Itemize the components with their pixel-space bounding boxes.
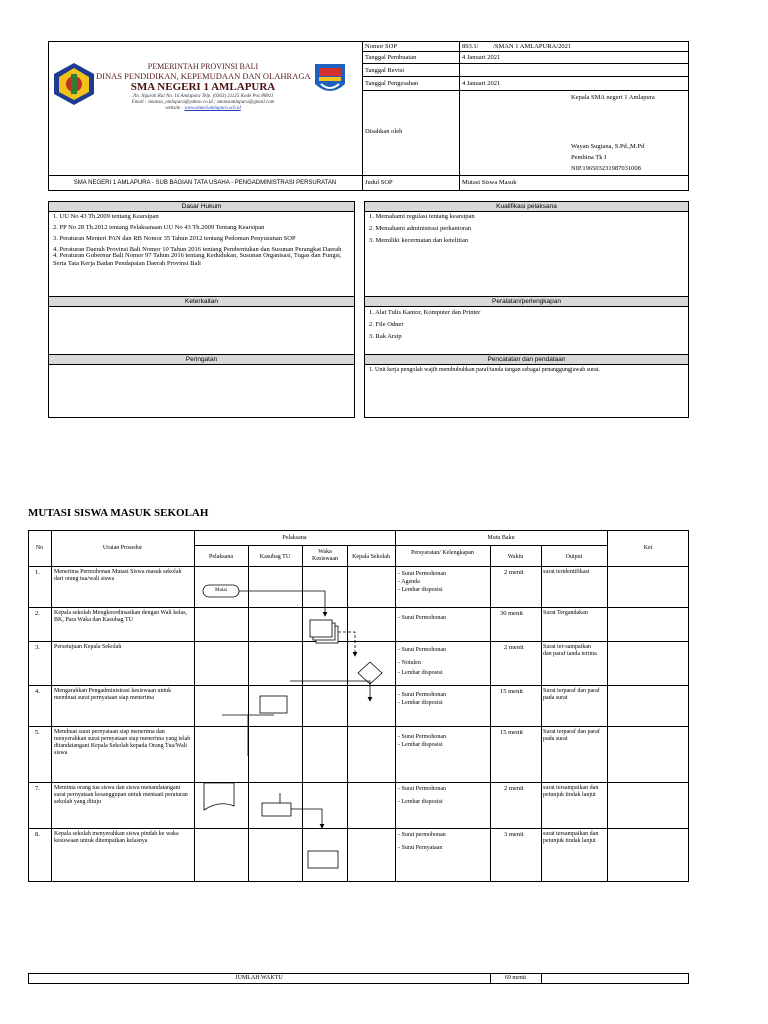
row-waktu: 15 menit xyxy=(500,729,523,736)
col-persyaratan: Persyaratan/ Kelengkapan xyxy=(411,550,474,556)
section-title: MUTASI SISWA MASUK SEKOLAH xyxy=(28,507,209,519)
col-kasubag: Kasubag TU xyxy=(259,554,291,560)
flowchart xyxy=(194,566,395,882)
nomor-sop-value: 893.1/ /SMAN 1 AMLAPURA/2021 xyxy=(462,43,572,50)
kualifikasi-item: 2. Memahami administrasi perkantoran xyxy=(369,225,472,232)
flow-connector xyxy=(291,809,322,828)
kualifikasi-item: 3. Memiliki kecermatan dan ketelitian xyxy=(369,237,469,244)
row-syarat-list: - Surat Permohonan - Lembar disposisi xyxy=(398,692,446,706)
row-no: 8. xyxy=(35,831,40,838)
flow-connector xyxy=(290,681,370,701)
process-box xyxy=(260,696,287,713)
dasar-hukum-list xyxy=(53,213,351,268)
school-address: Jln. Ngurah Rai No. 16 Amlapura Telp. (0363) 21125 Kode Pos 80811 xyxy=(132,94,274,99)
row-no: 4. xyxy=(35,688,40,695)
row-uraian: Kepala sekolah menyerahkan siswa pindah ke waka kesiswaan untuk ditempatkan kelasnya xyxy=(54,831,179,844)
syarat-item: Surat Pernyataan xyxy=(401,845,443,851)
syarat-item: Surat Permohonan xyxy=(401,692,446,698)
kepala-rank: Pembina Tk I xyxy=(571,154,607,161)
syarat-item: Surat permohonan xyxy=(401,832,446,838)
row-output: Surat terparaf dan paraf pada surat xyxy=(543,688,600,701)
peringatan-title: Peringatan xyxy=(48,354,355,365)
row-waktu: 2 menit xyxy=(504,785,524,792)
syarat-item: Notulen xyxy=(401,660,421,666)
keterkaitan-title: Keterkaitan xyxy=(48,296,355,307)
row-output: surat tersampaikan dan petunjuk tindak lanjut xyxy=(543,785,599,798)
row-output: Surat terparaf dan paraf pada surat xyxy=(543,729,600,742)
dasar-hukum-item: 1. UU No 43 Th.2009 tentang Kearsipan xyxy=(53,213,159,220)
syarat-item: Surat Permohonan xyxy=(401,615,446,621)
col-waktu: Waktu xyxy=(507,554,524,560)
kepala-nip: NIP.196503231987031008 xyxy=(571,165,641,172)
row-output: Surat Tergandakan xyxy=(543,610,588,616)
total-value: 69 menit xyxy=(504,975,527,981)
row-no: 1. xyxy=(35,569,40,576)
row-waktu: 2 menit xyxy=(504,644,524,651)
peralatan-list xyxy=(369,309,480,341)
flow-connector xyxy=(239,591,325,616)
row-syarat-list: - Surat Permohonan - Lembar disposisi xyxy=(398,734,446,748)
row-uraian: Membuat surat pernyataan siap menerima dan menyerahkan surat pernyataan siap menerima yang telah ditandatangani Kepala Sekolah kepada Orang Tua/Wali siswa xyxy=(54,729,191,756)
row-waktu: 2 menit xyxy=(504,569,524,576)
syarat-item: Lembar disposisi xyxy=(401,587,443,593)
peralatan-item: 1. Alat Tulis Kantor, Komputer dan Printer xyxy=(369,309,481,316)
dasar-hukum-item: 4. Peraturan Daerah Provinsi Bali Nomor 10 Tahun 2016 tentang Pembentukan dan Susunan Perangkat Daerah xyxy=(53,246,342,253)
tanggal-pengesahan-label: Tanggal Pengesahan xyxy=(365,80,419,87)
row-waktu: 3 menit xyxy=(504,831,524,838)
division-line: SMA NEGERI 1 AMLAPURA - SUB BAGIAN TATA USAHA - PENGADMINISTRASI PERSURATAN xyxy=(73,180,337,186)
row-syarat-list: - Surat Permohonan - Notulen - Lembar disposisi xyxy=(398,647,446,676)
website-link[interactable]: www.sman1amlapura.sch.id xyxy=(184,106,241,111)
judul-sop-label: Judul SOP xyxy=(365,179,393,186)
col-uraian: Uraian Prosedur xyxy=(102,545,143,551)
kepala-title: Kepala SMA negeri 1 Amlapura xyxy=(571,94,655,101)
flow-connector xyxy=(338,632,355,656)
kualifikasi-list xyxy=(369,213,475,245)
kepala-name: Wayan Sugiana, S.Pd.,M.Pd xyxy=(571,143,645,150)
syarat-item: Surat Permohonan xyxy=(401,786,446,792)
process-box xyxy=(262,803,291,816)
col-mutu-group: Mutu Baku xyxy=(487,535,515,541)
row-uraian: Menerima Permohonan Mutasi Siswa masuk sekolah dari orang tua/wali siswa xyxy=(54,569,182,582)
syarat-item: Agenda xyxy=(401,579,420,585)
dasar-hukum-item: 3. Peraturan Menteri PAN dan RB Nomor 35 Tahun 2012 tentang Pedoman Penyusunan SOP xyxy=(53,235,296,242)
dasar-hukum-title: Dasar Hukum xyxy=(48,201,355,212)
syarat-item: Surat Permohonan xyxy=(401,647,446,653)
col-waka: Waka Kesiswaan xyxy=(312,549,338,562)
multi-document-shape xyxy=(310,620,332,637)
row-syarat-list: - Surat permohonan - Surat Pernyataan xyxy=(398,832,446,851)
start-label: Mulai xyxy=(215,588,227,593)
row-uraian: Meminta orang tua siswa dan siswa menandatangani surat pernyataan kesanggupan untuk mentaati peraturan sekolah yang dituju xyxy=(54,785,188,805)
org-line2: DINAS PENDIDIKAN, KEPEMUDAAN DAN OLAHRAGA xyxy=(96,71,311,81)
row-syarat-list: - Surat Permohonan - Lembar disposisi xyxy=(398,786,446,805)
col-output: Output xyxy=(565,554,583,560)
peralatan-title: Peralatan/perlengkapan xyxy=(364,296,689,307)
row-no: 2. xyxy=(35,610,40,617)
row-syarat: - Surat Permohonan xyxy=(398,615,446,621)
tanggal-pengesahan-value: 4 Januari 2021 xyxy=(462,80,501,87)
row-no: 3. xyxy=(35,644,40,651)
org-line1: PEMERINTAH PROVINSI BALI xyxy=(147,62,259,71)
syarat-item: Surat Permohonan xyxy=(401,571,446,577)
pencatatan-title: Pencatatan dan pendataan xyxy=(364,354,689,365)
tanggal-revisi-label: Tanggal Revisi xyxy=(365,67,405,74)
syarat-item: Lembar disposisi xyxy=(401,742,443,748)
row-uraian: Persetujuan Kepala Sekolah xyxy=(54,644,122,650)
kualifikasi-item: 1. Memahami regulasi tentang kearsipan xyxy=(369,213,475,220)
peralatan-item: 2. File Odner xyxy=(369,321,404,328)
total-label: JUMLAH WAKTU xyxy=(235,975,283,981)
row-output: Surat ter-sampaikan dan paraf tanda terima xyxy=(543,644,597,657)
process-box xyxy=(308,851,338,868)
row-waktu: 30 menit xyxy=(500,610,523,617)
tanggal-pembuatan-label: Tanggal Pembuatan xyxy=(365,54,417,61)
row-syarat-list: - Surat Permohonan - Agenda - Lembar disposisi xyxy=(398,571,446,593)
row-no: 7. xyxy=(35,785,40,792)
pencatatan-item: 1. Unit kerja pengolah wajib membubuhkan paraf/tanda tangan sebagai penanggungjawab surat. xyxy=(369,367,600,373)
row-output: surat tersampaikan dan petunjuk tindak lanjut xyxy=(543,831,599,844)
syarat-item: Lembar disposisi xyxy=(401,700,443,706)
judul-sop-value: Mutasi Siswa Masuk xyxy=(462,179,517,186)
tanggal-pembuatan-value: 4 Januari 2021 xyxy=(462,54,501,61)
col-kepsek: Kepala Sekolah xyxy=(352,554,390,560)
syarat-item: Surat Permohonan xyxy=(401,734,446,740)
bali-province-logo xyxy=(52,62,96,106)
row-output: surat teridentifikasi xyxy=(543,569,590,575)
school-name: SMA NEGERI 1 AMLAPURA xyxy=(130,81,276,93)
row-no: 5. xyxy=(35,729,40,736)
document-shape xyxy=(204,783,234,810)
col-no: No xyxy=(35,545,44,551)
dasar-hukum-item: 2. PP No 28 Th.2012 tentang Pelaksanaan UU No 43 Th.2009 Tentang Kearsipan xyxy=(53,224,265,231)
nomor-sop-label: Nomor SOP xyxy=(365,43,397,50)
syarat-item: Lembar disposisi xyxy=(401,670,443,676)
website-label: website : xyxy=(165,106,184,111)
karangasem-logo xyxy=(313,62,347,98)
syarat-item: Lembar disposisi xyxy=(401,799,443,805)
dasar-hukum-item: 4. Peraturan Gubernur Bali Nomor 97 Tahun 2016 tentang Kedudukan, Susunan Organisasi, Tugas dan Fungsi, Serta Tata Kerja Badan Pendapatan Daerah Provinsi Bali xyxy=(53,252,342,267)
peralatan-item: 3. Rak Arsip xyxy=(369,333,402,340)
col-pelaksana-group: Pelaksana xyxy=(282,535,307,541)
row-waktu: 15 menit xyxy=(500,688,523,695)
kualifikasi-title: Kualifikasi pelaksana xyxy=(364,201,689,212)
col-ket: Ket xyxy=(643,545,653,551)
disahkan-label: Disahkan oleh xyxy=(365,128,403,135)
col-pelaksana: Pelaksana xyxy=(209,554,233,560)
school-email: Email : smansa_amlapura@yahoo.co.id ; smansamlapura@gmail.com xyxy=(131,100,275,105)
row-uraian: Mengarahkan Pengadministrasi kesiswaan untuk membuat surat pernyataan siap menerima xyxy=(54,688,172,701)
row-uraian: Kepala sekolah Mengkoordinasikan dengan Wali kelas, BK, Para Waka dan Kasubag TU xyxy=(54,610,188,623)
